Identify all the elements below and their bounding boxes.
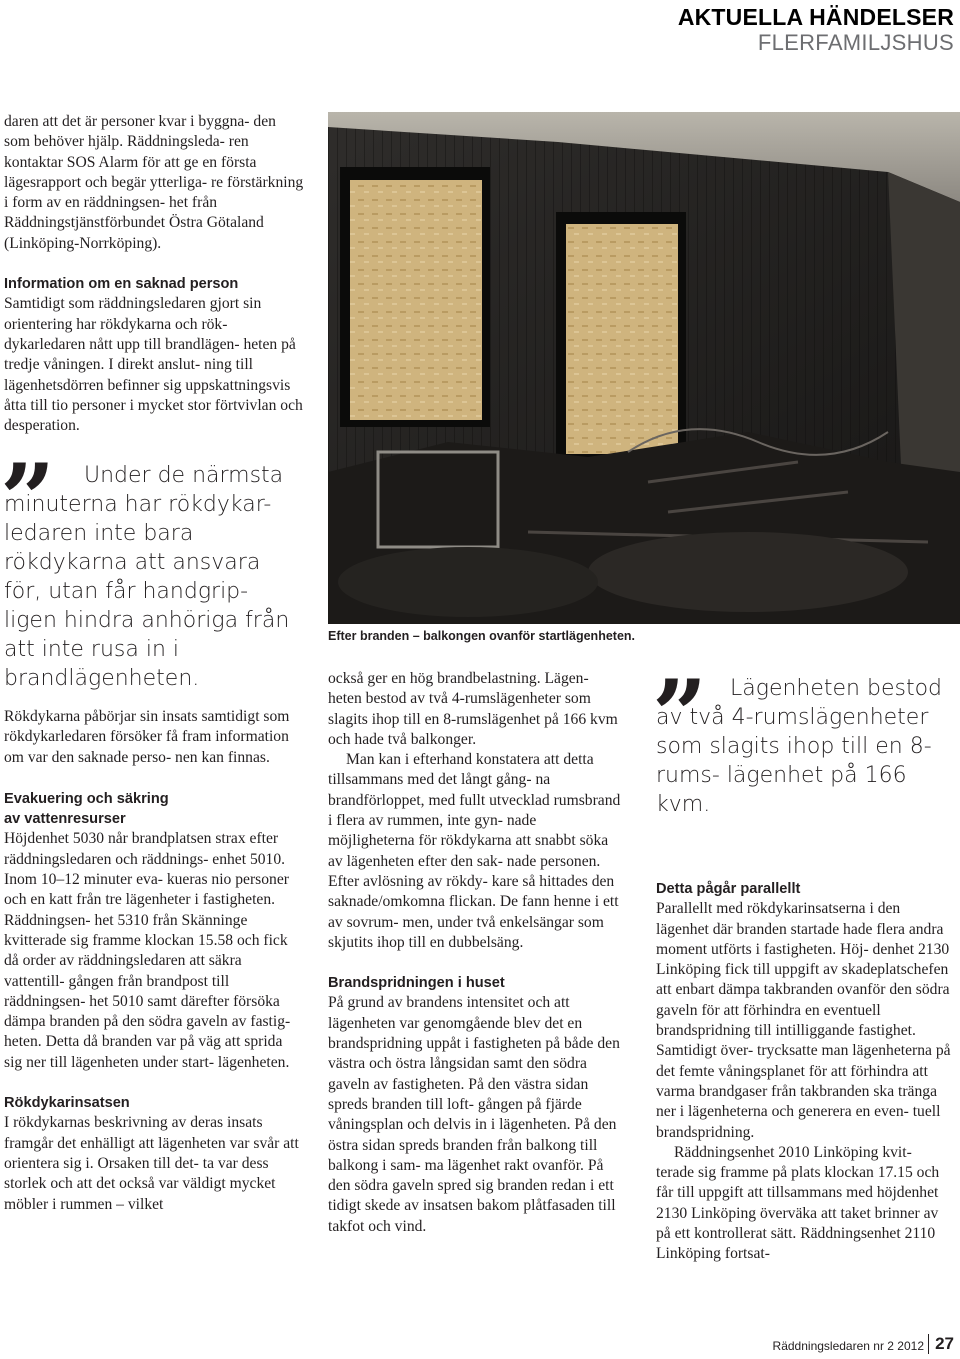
column-3 (656, 879, 952, 1265)
paragraph: På grund av brandens intensitet och att lägenheten var genomgående blev det en brandspridning uppåt i fastigheten på både den västra och östra långsidan samt den södra gaveln av fastigheten. På den västra sidan spreds branden till loft- gången på fjärde våningsplan och delvis in i lägenheten. På den östra sidan spreds branden från balkong till balkong i sam- ma lägenhet rakt ovanför. På den södra gaveln spred sig branden redan i ett tidigt skede av insatsen bakom plåtfasaden till takfot och vind. (328, 994, 620, 1235)
quote-mark-icon: ” (652, 659, 698, 772)
subheading: Rökdykarinsatsen (4, 1095, 130, 1112)
pull-quote: Lägenheten bestod av två 4-rumslägenheter som slagits ihop till en 8-rums- lägenhet på 166 kvm. (656, 676, 943, 817)
paragraph: Parallellt med rökdykarinsatserna i den lägenhet där branden startade hade flera andra moment utförts i fastigheten. Höj- denhet 2130 Linköping fick till uppgift av skadeplatschefen att enbart dämpa takbranden ovanför den södra gaveln för att förhindra en eventuell brandspridning till intilliggande fastighet. Samtidigt över- trycksatte man lägenheterna på det femte våningsplanet för att förhindra att varma brandgaser från takbranden ska tränga ner i lägenheterna och generera en even- tuell brandspridning. (656, 900, 951, 1141)
publication-name: Räddningsledaren nr 2 2012 (772, 1339, 924, 1353)
column-1-top (4, 112, 304, 436)
paragraph: Man kan i efterhand konstatera att detta tillsammans med det långt gång- na brandförloppet, med fullt utvecklad rumsbrand i flera av rummen, inte gyn- nade möjligheterna för rökdykarna att snabbt söka av lägenheten efter den sak- nade personen. Efter avlösning av rökdy- kare så hittades den saknade/omkomna flickan. De fann henne i ett av sovrum- men, under två enkelsängar som skjutits ihop till en dubbelsäng. (328, 751, 621, 951)
paragraph: Rökdykarna påbörjar sin insats samtidigt som rökdykarledaren försöker få fram information om var den saknade perso- nen kan finnas. (4, 708, 290, 766)
paragraph: daren att det är personer kvar i byggna- den som behöver hjälp. Räddningsleda- ren kontaktar SOS Alarm för att ge en första lägesrapport och begär ytterliga- re förstärkning i form av en räddningsen- het från Räddningstjänstförbundet Östra Götaland (Linköping-Norrköping). (4, 113, 304, 252)
section-title: AKTUELLA HÄNDELSER (677, 4, 954, 30)
fire-damage-photo (328, 112, 960, 624)
paragraph: också ger en hög brandbelastning. Lägen- heten bestod av två 4-rumslägenheter som slagits ihop till en 8-rumslägenhet på 166 kvm och hade två balkonger. (328, 670, 618, 748)
paragraph: Höjdenhet 5030 når brandplatsen strax efter räddningsledaren och räddnings- enhet 5010. Inom 10–12 minuter eva- kueras nio personer och en katt från tre lägenheter i fastigheten. Räddningsen- het 5310 från Skänninge kvitterade sig framme klockan 15.58 och fick då order av räddningsledaren att säkra vattentill- gången från brandpost till räddningsen- het 5010 samt därefter försöka dämpa branden på den södra gaveln av fastig- heten. Detta då branden var på väg att sprida sig ner till lägenheten under start- lägenheten. (4, 830, 291, 1071)
column-2 (328, 669, 626, 1237)
pull-quote: Under de närmsta minuterna har rökdykar- ledaren inte bara rökdykarna att ansvara för, utan får handgrip- ligen hindra anhöriga från att inte rusa in i brandlägenheten. (4, 463, 290, 691)
subheading: Brandspridningen i huset (328, 975, 505, 992)
page-number: 27 (928, 1334, 954, 1354)
subheading: Evakuering och säkring av vattenresurser (4, 790, 169, 828)
paragraph: Samtidigt som räddningsledaren gjort sin orientering har rökdykarna och rök- dykarledaren nått upp till brandlägen- heten på tredje våningen. I direkt anslut- ning till lägenhetsdörren befinner sig uppskattningsvis åtta till tio personer i mycket stor förtvivlan och desperation. (4, 295, 303, 435)
photo-caption: Efter branden – balkongen ovanför startlägenheten. (328, 629, 636, 643)
paragraph: Räddningsenhet 2010 Linköping kvit- terade sig framme på plats klockan 17.15 och får till uppgift att tillsammans med höjdenhet 2130 Linköping överväka att taket brinner av på ett kontrollerat sätt. Räddningsenhet 2110 Linköping fortsat- (656, 1143, 940, 1263)
quote-mark-icon: ” (0, 443, 46, 556)
subheading: Detta pågår parallellt (656, 881, 801, 897)
section-subtitle: FLERFAMILJSHUS (757, 30, 954, 55)
subheading: Information om en saknad person (4, 276, 239, 293)
paragraph: I rökdykarnas beskrivning av deras insats framgår det enhälligt att lägenheten var svår att orientera sig i. Orsaken till det- ta var dess storlek och att det också var väldigt mycket möbler i rummen – vilket (4, 1114, 299, 1213)
column-1-bottom (4, 707, 300, 1215)
